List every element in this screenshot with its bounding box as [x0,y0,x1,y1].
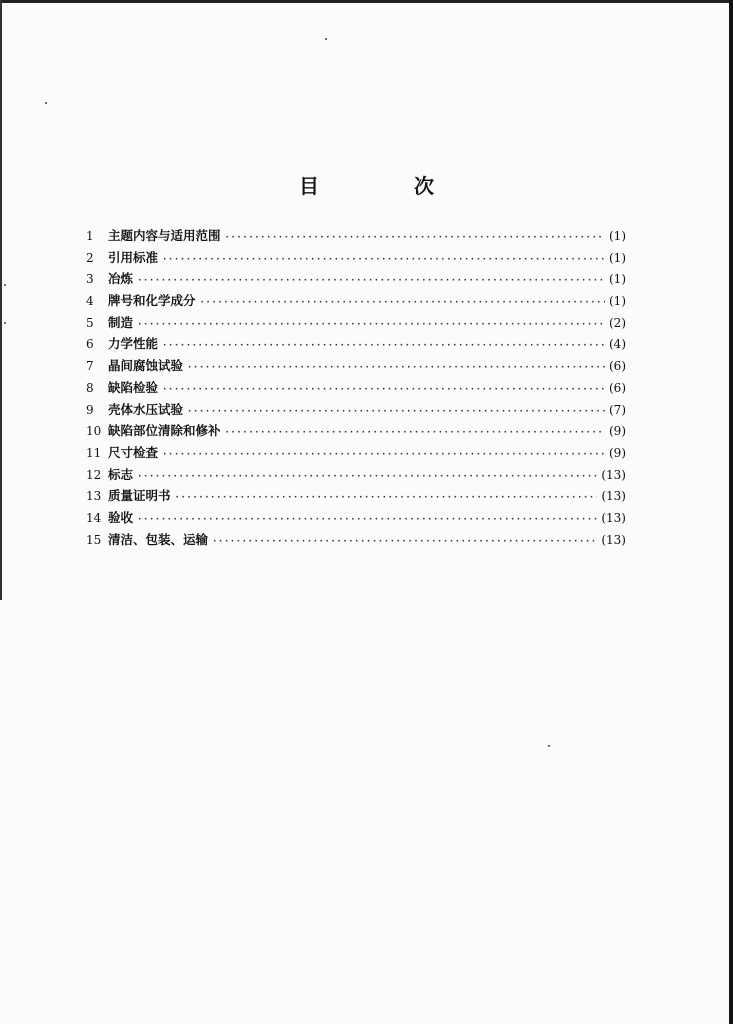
toc-entry-number: 3 [86,272,94,287]
toc-entry-title: 缺陷部位清除和修补 [108,423,221,439]
page-title: 目 次 [299,174,478,198]
toc-entry-title: 标志 [108,466,134,482]
toc-entry-page: (9) [609,424,626,439]
toc-entry-page: (1) [609,250,626,265]
toc-entry-number: 14 [86,510,102,525]
scan-speck [4,322,6,324]
toc-entry [86,356,626,378]
toc-entry-page: (13) [601,467,626,482]
toc-entry [86,530,626,552]
dot-leader [225,428,605,438]
dot-leader [212,537,597,547]
toc-entry-number: 6 [86,337,94,352]
toc-entry-title: 清洁、包装、运输 [108,531,209,547]
scan-edge-left [0,0,2,600]
toc-entry [86,226,626,248]
toc-entry [86,465,626,487]
toc-entry-page: (13) [601,532,626,547]
toc-entry-title: 验收 [108,509,134,525]
scan-edge-top [0,0,733,3]
dot-leader [162,385,605,395]
toc-entry-number: 8 [86,380,94,395]
scan-speck [4,284,6,286]
toc-entry-title: 晶间腐蚀试验 [108,358,184,374]
scan-speck [325,38,327,40]
table-of-contents [86,226,626,551]
toc-entry-page: (6) [609,380,626,395]
toc-entry-number: 15 [86,532,102,547]
toc-entry-number: 1 [86,229,94,243]
dot-leader [175,493,598,503]
toc-entry-page: (1) [609,294,626,309]
toc-entry-title: 质量证明书 [108,488,171,504]
toc-entry [86,378,626,400]
toc-entry-title: 冶炼 [108,271,134,287]
toc-entry [86,486,626,508]
toc-entry-page: (9) [609,445,626,460]
toc-entry [86,400,626,422]
toc-entry-number: 10 [86,424,102,439]
toc-entry [86,313,626,335]
toc-entry-number: 12 [86,467,102,482]
toc-entry-number: 9 [86,402,94,417]
toc-entry-number: 4 [86,294,94,309]
dot-leader [187,407,605,417]
toc-entry-number: 11 [86,445,102,460]
toc-entry-page: (13) [601,489,626,504]
toc-entry [86,443,626,465]
dot-leader [225,233,605,243]
dot-leader [137,276,605,286]
toc-entry-number: 13 [86,489,102,504]
toc-entry [86,269,626,291]
dot-leader [162,341,605,351]
dot-leader [187,363,605,373]
toc-entry-page: (1) [609,229,626,243]
scan-edge-right [729,0,733,1024]
toc-entry-page: (13) [601,510,626,525]
toc-entry [86,248,626,270]
dot-leader [137,320,605,330]
toc-entry-number: 2 [86,250,94,265]
scan-speck [548,745,550,747]
dot-leader [137,515,597,525]
scan-speck [45,102,47,104]
toc-entry-page: (4) [609,337,626,352]
toc-entry [86,508,626,530]
toc-entry [86,421,626,443]
toc-entry [86,291,626,313]
toc-entry-title: 缺陷检验 [108,379,159,395]
toc-entry-page: (7) [609,402,626,417]
dot-leader [200,298,605,308]
toc-entry-title: 引用标准 [108,249,159,265]
toc-entry-page: (2) [609,315,626,330]
toc-entry-title: 制造 [108,314,134,330]
toc-entry-number: 7 [86,359,94,374]
dot-leader [162,450,605,460]
toc-entry-page: (6) [609,359,626,374]
toc-entry-title: 尺寸检查 [108,444,159,460]
toc-entry-number: 5 [86,315,94,330]
toc-entry-title: 力学性能 [108,336,159,352]
dot-leader [137,472,597,482]
dot-leader [162,255,605,265]
toc-entry-title: 主题内容与适用范围 [108,228,221,243]
toc-entry-title: 壳体水压试验 [108,401,184,417]
toc-entry [86,334,626,356]
toc-entry-title: 牌号和化学成分 [108,293,196,309]
toc-entry-page: (1) [609,272,626,287]
